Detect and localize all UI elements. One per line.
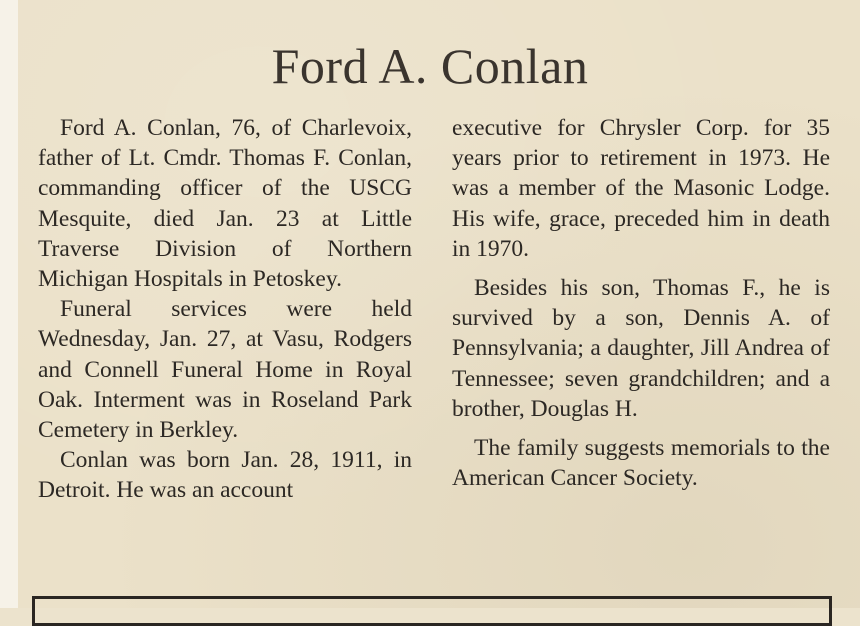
paragraph-memorials: The family suggests memorials to the American Cancer Society. — [452, 435, 830, 492]
paragraph-career: executive for Chrysler Corp. for 35 years prior to retirement in 1973. He was a member of the Masonic Lodge. His wife, grace, preceded him in death in 1970. — [452, 115, 830, 262]
obituary-headline: Ford A. Conlan — [271, 38, 589, 94]
paragraph-birth: Conlan was born Jan. 28, 1911, in Detroit. He was an account — [38, 447, 412, 504]
left-column — [38, 113, 412, 506]
paragraph-death-notice: Ford A. Conlan, 76, of Charlevoix, father of Lt. Cmdr. Thomas F. Conlan, commanding officer of the USCG Mesquite, died Jan. 23 at Little Traverse Division of Northern Michigan Hospitals in Petoskey. — [38, 115, 412, 293]
right-column — [452, 113, 830, 493]
next-article-border — [32, 596, 832, 626]
scan-margin — [0, 0, 18, 608]
paragraph-funeral-services: Funeral services were held Wednesday, Jan. 27, at Vasu, Rodgers and Connell Funeral Home in Royal Oak. Interment was in Roseland Park Cemetery in Berkley. — [38, 296, 412, 444]
paragraph-survivors: Besides his son, Thomas F., he is survived by a son, Dennis A. of Pennsylvania; a daughter, Jill Andrea of Tennessee; seven grandchildren; and a brother, Douglas H. — [452, 275, 830, 422]
